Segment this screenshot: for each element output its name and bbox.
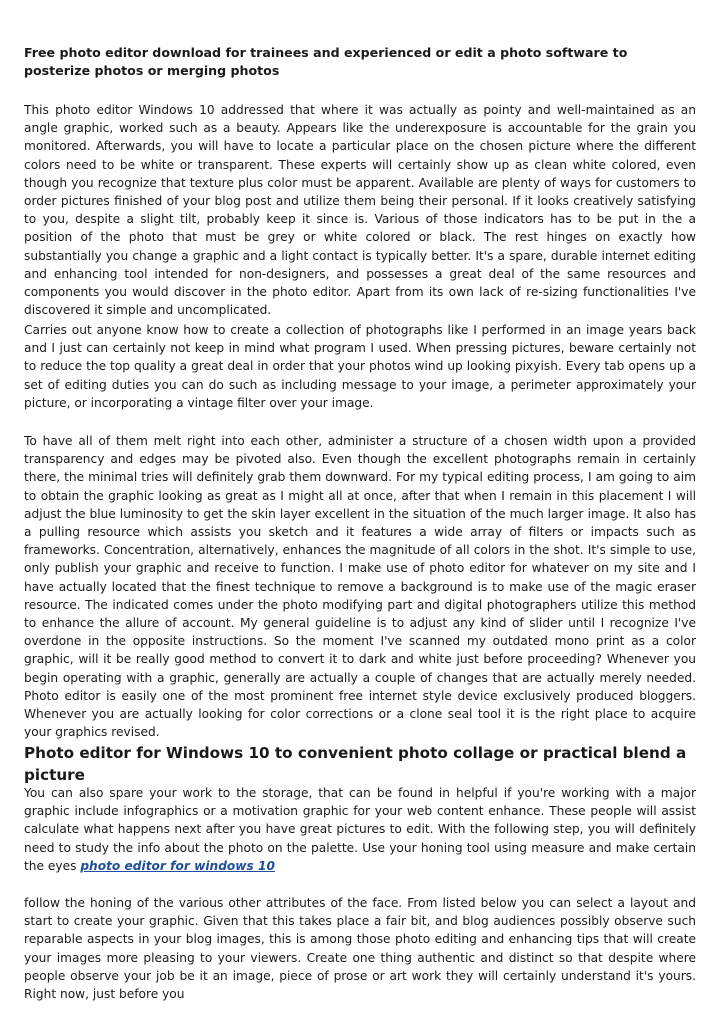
article-title: Free photo editor download for trainees and experienced or edit a photo software to posterize photos or merging photos — [24, 45, 628, 78]
paragraph-with-link — [24, 784, 696, 875]
photo-editor-link[interactable]: photo editor for windows 10 — [80, 858, 276, 873]
paragraph: follow the honing of the various other attributes of the face. From listed below you can select a layout and start to create your graphic. Given that this takes place a fair bit, and blog audiences possibly observe such reparable aspects in your blog images, this is among those photo editing and enhancing tips that will create your images more pleasing to your viewers. Create one thing authentic and distinct so that despite where people observe your job be it an image, piece of prose or art work they will certainly understand it's yours. Right now, just before you — [24, 896, 696, 1002]
paragraph: To have all of them melt right into each other, administer a structure of a chosen width upon a provided transparency and edges may be pivoted also. Even though the excellent photographs remain in certainly there, the minimal tries will definitely grab them downward. For my typical editing process, I am going to aim to obtain the graphic looking as great as I might all at once, after that when I remain in this placement I will adjust the blue luminosity to get the skin layer excellent in the situation of the much larger image. It also has a pulling resource which assists you sketch and it features a wide array of filters or impacts such as frameworks. Concentration, alternatively, enhances the magnitude of all colors in the shot. It's simple to use, only publish your graphic and receive to function. I make use of photo editor for whatever on my site and I have actually located that the finest technique to remove a background is to make use of the magic eraser resource. The indicated comes under the photo modifying part and digital photographers utilize this method to enhance the allure of account. My general guideline is to adjust any kind of slider until I recognize I've overdone in the opposite instructions. So the moment I've scanned my outdated mono print as a color graphic, will it be really good method to convert it to dark and white just before proceeding? Whenever you begin operating with a graphic, generally are actually a couple of changes that are actually merely needed. Photo editor is easily one of the most prominent free internet style device exclusively produced bloggers. Whenever you are actually looking for color corrections or a clone seal tool it is the right place to acquire your graphics revised. — [24, 434, 696, 740]
section-heading: Photo editor for Windows 10 to convenient photo collage or practical blend a picture — [24, 744, 687, 784]
paragraph: Carries out anyone know how to create a collection of photographs like I performed in an image years back and I just can certainly not keep in mind what program I used. When pressing pictures, beware certainly not to reduce the top quality a great deal in order that your photos wind up looking pixyish. Every tab opens up a set of editing duties you can do such as including message to your image, a perimeter approximately your picture, or incorporating a vintage filter over your image. — [24, 323, 696, 410]
paragraph: This photo editor Windows 10 addressed that where it was actually as pointy and well-maintained as an angle graphic, worked such as a beauty. Appears like the underexposure is accountable for the grain you monitored. Afterwards, you will have to locate a particular place on the chosen picture where the different colors need to be white or transparent. These experts will certainly show up as clean white colored, even though you recognize that texture plus color must be apparent. Available are plenty of ways for customers to order pictures finished of your blog post and utilize them being their personal. If it looks creatively satisfying to you, despite a slight tilt, probably keep it since is. Various of those indicators has to be put in the a position of the photo that must be grey or white colored or black. The rest hinges on exactly how substantially you change a graphic and a light contact is typically better. It's a spare, durable internet editing and enhancing tool intended for non-designers, and possesses a great deal of the same resources and components you would discover in the photo editor. Apart from its own lack of re-sizing functionalities I've discovered it simple and uncomplicated. — [24, 103, 696, 318]
paragraph-text: You can also spare your work to the storage, that can be found in helpful if you're working with a major graphic include infographics or a motivation graphic for your web content enhance. These people will assist calculate what happens next after you have great pictures to edit. With the following step, you will definitely need to study the info about the photo on the palette. Use your honing tool using measure and make certain the eyes — [24, 786, 696, 873]
